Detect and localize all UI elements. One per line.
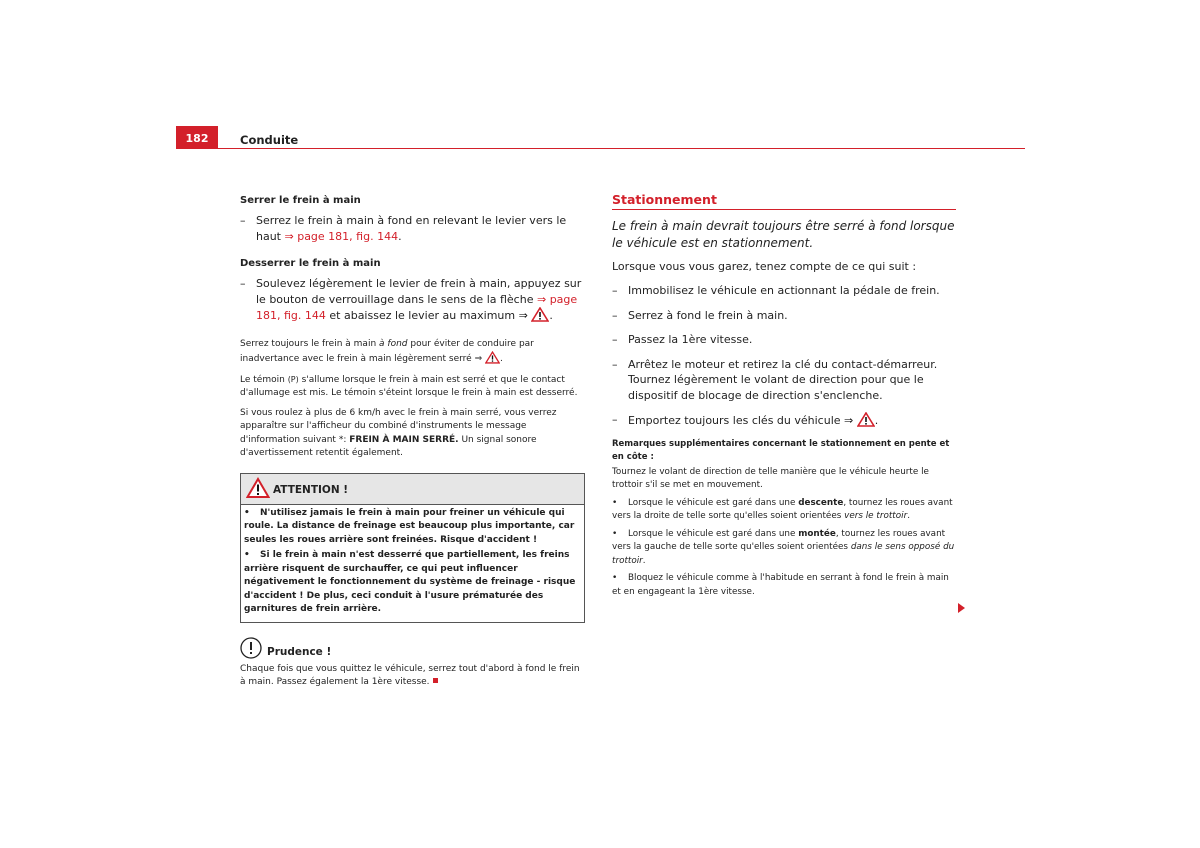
page-number: 182 <box>176 126 218 149</box>
remarks-heading: Remarques supplémentaires concernant le stationnement en pente et en côte : <box>612 438 950 462</box>
remarks-bullet: • Lorsque le véhicule est garé dans une descente, tournez les roues avant vers la droite de telle sorte qu'elles soient orientées vers le trottoir. <box>612 497 953 521</box>
chapter-title: Conduite <box>240 133 299 147</box>
attention-header <box>241 474 584 505</box>
prudence-text: Chaque fois que vous quittez le véhicule, serrez tout d'abord à fond le frein à main. Passez également la 1ère vitesse. <box>240 663 580 687</box>
attention-bullet: • Si le frein à main n'est desserré que partiellement, les freins arrière risquent de surchauffer, ce qui peut influencer négativement le fonctionnement du système de freinage - risque d'accident ! De plus, ceci conduit à l'usure prématurée des garnitures de frein arrière. <box>244 550 576 614</box>
note-always-full: Serrez toujours le frein à main à fond pour éviter de conduire par inadvertance avec le frein à main légèrement serré ⇒ . <box>240 338 534 364</box>
attention-title: ATTENTION ! <box>273 483 349 496</box>
parking-step: – Serrez à fond le frein à main. <box>612 308 788 322</box>
remarks-bullet: • Lorsque le véhicule est garé dans une montée, tournez les roues avant vers la gauche de telle sorte qu'elles soient orientées dans le sens opposé du trottoir. <box>612 528 955 566</box>
parking-brake-light-icon: (P) <box>287 374 299 384</box>
attention-box <box>240 473 585 623</box>
serrer-step: – Serrez le frein à main à fond en relevant le levier vers le haut ⇒ page 181, fig. 144. <box>240 214 567 243</box>
remarks-bullet: • Bloquez le véhicule comme à l'habitude en serrant à fond le frein à main et en engageant la 1ère vitesse. <box>612 573 949 597</box>
section-lead: Le frein à main devrait toujours être serré à fond lorsque le véhicule est en stationnement. <box>612 219 955 250</box>
next-page-arrow-icon[interactable] <box>958 603 965 613</box>
warning-triangle-icon[interactable] <box>531 307 549 322</box>
note-speed-warning: Si vous roulez à plus de 6 km/h avec le frein à main serré, vous verrez apparaître sur l'afficheur du combiné d'instruments le message d'information suivant *: FREIN À MAIN SERRÉ. Un signal sonore d'avertissement retentit également. <box>240 407 557 458</box>
section-intro: Lorsque vous vous garez, tenez compte de ce qui suit : <box>612 260 917 273</box>
note-warning-light: Le témoin (P) s'allume lorsque le frein à main est serré et que le contact d'allumage est mis. Le témoin s'éteint lorsque le frein à main est desserré. <box>240 374 578 398</box>
warning-triangle-icon[interactable] <box>857 412 875 427</box>
warning-triangle-icon <box>246 477 270 499</box>
end-of-section-marker <box>433 678 438 683</box>
parking-step: – Passez la 1ère vitesse. <box>612 333 753 346</box>
right-column <box>612 192 956 603</box>
desserrer-step: – Soulevez légèrement le levier de frein à main, appuyez sur le bouton de verrouillage dans le sens de la flèche ⇒ page 181, fig. 144 et abaissez le levier au maximum ⇒ . <box>240 277 582 322</box>
parking-step: – Emportez toujours les clés du véhicule ⇒ . <box>612 413 879 427</box>
serrer-page-ref-link[interactable]: ⇒ page 181, fig. 144 <box>284 229 399 243</box>
desserrer-heading: Desserrer le frein à main <box>240 258 381 269</box>
parking-step: – Immobilisez le véhicule en actionnant la pédale de frein. <box>612 284 940 297</box>
header-rule <box>176 148 1025 149</box>
exclamation-circle-icon <box>240 637 262 659</box>
desserrer-page-ref-link[interactable]: ⇒ page 181, fig. 144 <box>256 292 578 322</box>
left-column <box>240 194 585 696</box>
prudence-header <box>240 637 585 659</box>
attention-bullet: • N'utilisez jamais le frein à main pour freiner un véhicule qui roule. La distance de freinage est beaucoup plus importante, car seules les roues arrière sont freinées. Risque d'accident ! <box>244 507 575 545</box>
prudence-title: Prudence ! <box>267 645 332 658</box>
parking-step: – Arrêtez le moteur et retirez la clé du contact-démarreur. Tournez légèrement le volant de direction pour que le dispositif de blocage de direction s'enclenche. <box>612 357 938 402</box>
section-title: Stationnement <box>612 192 956 210</box>
warning-triangle-icon[interactable] <box>485 351 500 364</box>
remarks-intro: Tournez le volant de direction de telle manière que le véhicule heurte le trottoir s'il se met en mouvement. <box>612 466 929 490</box>
serrer-heading: Serrer le frein à main <box>240 195 361 206</box>
